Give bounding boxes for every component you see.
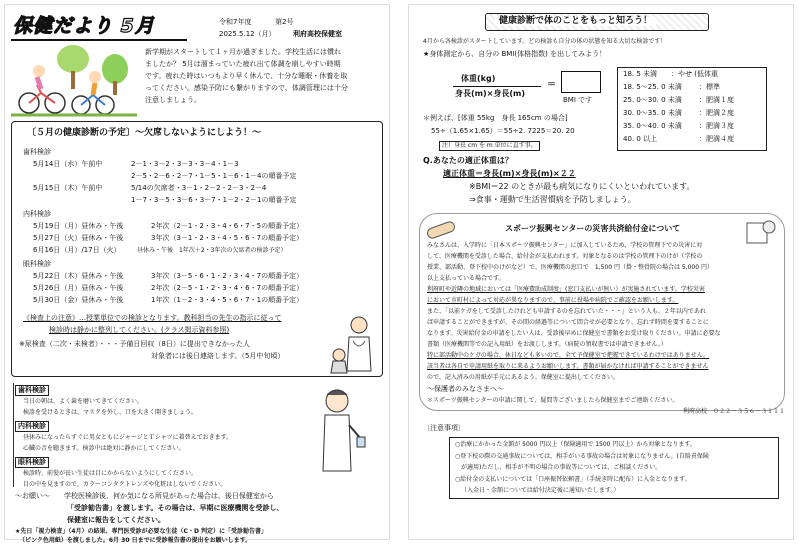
cycling-illustration	[11, 45, 137, 119]
schedule-heading: 〔５月の健康診断の予定〕～欠席しないようにしよう！～	[27, 128, 262, 138]
intro-line-1: 新学期がスタートして１ヶ月が過ぎました。学校生活には慣れ	[145, 48, 341, 56]
checklist-eye-item-1: 検診時、前髪が長い生徒は目にかからないようにしてください。	[23, 470, 198, 477]
medicine-icon	[743, 217, 777, 247]
dental-date-3: 5月15日（木）午前中	[33, 184, 103, 192]
bmi-range-6: 40. 0 以上	[623, 135, 658, 143]
checklist-dental-item-2: 検診を受けるときは、マスクを外し、口を大きく開きましょう。	[23, 409, 198, 416]
dental-detail-1: 2－1・3－2・3－3・3－4・1－3	[131, 160, 239, 168]
internal-detail-2: 3年次（3－1・2・3・4・5・6・7の順番予定）	[151, 234, 304, 242]
insurance-line-9: なります。災害給付金の申請をしたい人は、受診後早めに保健室で書類をお受け取りください。申請に必要な	[427, 330, 721, 337]
bmi-label-3: ：肥満１度	[699, 96, 734, 104]
insurance-line-3: 授業、部活動、登下校中のけがなど）で、医療機関の窓口で 1,500 円（掛・整骨院の場合は 5,000 円）	[427, 264, 713, 271]
dental-section-title: 歯科検診	[23, 148, 51, 156]
bmi-range-2: 18. 5～25. 0 未満	[623, 83, 682, 91]
eye-date-3: 5月30日（金）昼休み・午後	[33, 296, 124, 304]
bmi-answer-box	[561, 71, 601, 93]
eye-section-title: 眼科検診	[23, 260, 51, 268]
notes-heading: 〔注意事項〕	[423, 424, 465, 432]
request-line-3: 保健室に報告をしてください。	[67, 516, 165, 524]
insurance-line-7: また、「以前ケガをして受診したけれども申請するのを忘れていた・・・」という人も、２年以内であれ	[427, 308, 706, 315]
formula-numerator: 体重(kg)	[461, 74, 496, 83]
internal-detail-3: 昼休み・午後 1年次＋2・3年次の欠席者の検診予定）	[137, 247, 287, 254]
bandage-icon	[423, 217, 459, 243]
ideal-note: ※BMI＝22 のときが最も病気になりにくいといわれています。	[469, 182, 695, 191]
doctor-illustration	[323, 311, 379, 375]
insurance-line-10: 書類（医療機関等での記入用紙）をお渡しします。（病院の領収書では申請できません。）	[427, 341, 667, 348]
title-underline	[11, 39, 187, 41]
internal-date-3: 6月16日（月）/17日（火）	[33, 246, 121, 254]
request-line-2: 「受診勧告書」を渡します。その場合は、早期に医療機関を受診し、	[67, 504, 284, 512]
dental-detail-3: 5/14の欠席者・3－1・2－2・2－3・2－4	[131, 184, 267, 192]
intro-line-5: 注意しましょう。	[145, 96, 201, 104]
right-title: 健康診断で体のことをもっと知ろう！	[495, 17, 656, 26]
right-intro-2: ★身体測定から、自分の BMI(体格指数) を出してみよう！	[423, 50, 607, 58]
header-school: 利府高校保健室	[293, 30, 342, 38]
left-page	[4, 4, 390, 544]
right-intro-1: 4月から各検診がスタートしています。どの検診も自分の体の状態を知る大切な検診です！	[423, 38, 667, 45]
dental-detail-2: 2－5・2－6・2－7・1－5・1－6・1－4の順番予定	[131, 172, 297, 180]
ideal-advice: ⇒食事・運動で生活習慣病を予防しましょう。	[469, 195, 636, 204]
eye-detail-1: 3年次（3－5・6・1・2・3・4・7の順番予定）	[151, 272, 304, 280]
insurance-line-4: 以上支払っている場合です。	[427, 275, 505, 282]
checklist-internal-label: 内科検診	[15, 421, 49, 432]
dental-date-1: 5月14日（水）午前中	[33, 160, 103, 168]
bmi-range-1: 18. 5 未満	[623, 70, 658, 78]
internal-date-1: 5月19日（月）昼休み・午後	[33, 222, 124, 230]
insurance-line-1: みなさんは、入学時に「日本スポーツ振興センター」に加入しているため、学校の管理下での災害に対	[427, 242, 703, 249]
insurance-title: スポーツ振興センターの災害共済給付金について	[505, 224, 681, 233]
bmi-label-6: ：肥満４度	[699, 135, 734, 143]
urine-test-note: ※尿検査（二次・未検者）・・・予備日回収（8日）に提出できなかった人	[19, 340, 250, 348]
formula-bar	[453, 86, 541, 87]
checklist-dental-item-1: 当日の朝は、よく歯を磨いてきてください。	[23, 398, 144, 405]
note-item-3: が適用)ただし、相手が不明の場合の事故等については、ご相談ください。	[461, 464, 662, 471]
checklist-internal-item-1: 昼休みになったらすぐに男女ともにジャージとＴシャツに着替えておきます。	[23, 434, 233, 441]
checklist-eye-item-2: 目の中を見ますので、カラーコンタクトレンズや化粧はしないでください。	[23, 481, 227, 488]
vision-notice-1: ★先日「視力検査」（4月）の結果、専門医受診が必要な生徒（C・D 判定）に「受診勧告書」	[15, 528, 268, 535]
eye-detail-2: 2年次（2－5・1・2・3・4・6・7の順番予定）	[151, 284, 304, 292]
checklist-internal-item-2: 心臓の音を聴きます。検診中は絶対に静かにしてください。	[23, 445, 185, 452]
example-2: 55÷（1.65×1.65）＝55÷2. 7225＝20. 20	[431, 127, 575, 135]
right-page	[408, 4, 794, 540]
dental-detail-4: 1－7・3－5・3－6・3－7・1－2・2－1の順番予定	[131, 196, 297, 204]
formula-unit: BMI です	[563, 96, 593, 104]
intro-line-3: です。疲れた時はいつもより早く休んで、十分な睡眠・休養を取	[145, 72, 348, 80]
eye-detail-3: 1年次（1－2・3・4・5・6・7・1の順番予定）	[151, 296, 304, 304]
bmi-range-5: 35. 0～40. 0 未満	[623, 122, 682, 130]
newsletter-title: 保健だより 5月	[13, 15, 155, 37]
insurance-guardians: ～保護者のみなさまへ～	[427, 385, 504, 393]
insurance-line-13: ので、記入済みの用紙が手元にあるよう、保健室に提出してください。	[427, 374, 619, 381]
checklist-dental-label: 歯科検診	[15, 385, 49, 396]
bmi-label-4: ：肥満２度	[699, 109, 734, 117]
request-line-1: ～お願い～ 学校医検診後、何か気になる所見があった場合は、後日保健室から	[15, 492, 274, 500]
nurse-illustration	[305, 385, 367, 475]
eye-date-1: 5月22日（木）昼休み・午後	[33, 272, 124, 280]
note-item-4: ○給付金の支払いについては「口座振替依頼書」（手続き時に配布）に入金となります。	[455, 476, 691, 483]
ideal-formula: 適正体重＝身長(m)×身長(m)×２２	[443, 169, 576, 178]
bmi-label-1: ：やせ (低体重	[671, 70, 718, 78]
bmi-range-4: 30. 0～35. 0 未満	[623, 109, 682, 117]
insurance-line-12: 該当者は各自で申請用紙を取りに来るようお願いします。書類が届かなければ申請することができません	[427, 363, 709, 370]
bmi-range-3: 25. 0～30. 0 未満	[623, 96, 682, 104]
internal-date-2: 5月27日（火）昼休み・午後	[33, 234, 124, 242]
insurance-line-2: して、医療機関を受診した場合、給付金が支払われます。対象となるのは学校の管理下のけが（学校の	[427, 253, 703, 260]
example-1: ＊例えば、[体重 55kg 身長 165cm の場合]	[423, 114, 568, 122]
header-year: 令和7年度	[219, 18, 252, 26]
internal-detail-1: 2年次（2－1・2・3・4・6・7・5の順番予定）	[151, 222, 304, 230]
internal-section-title: 内科検診	[23, 210, 51, 218]
eye-date-2: 5月26日（月）昼休み・午後	[33, 284, 124, 292]
formula-denominator: 身長(m)×身長(m)	[455, 89, 525, 98]
checklist-eye-label: 眼科検診	[15, 457, 49, 468]
vision-notice-2: （ピンク色用紙）を渡しました。6月 30 日までに受診報告書の提出をお願いします。	[19, 537, 252, 544]
bmi-label-5: ：肥満３度	[699, 122, 734, 130]
note-item-5: （入金日・金額については給付決定後に通知いたします。）	[461, 487, 620, 494]
intro-line-4: ってください。感染予防にも繋がりますので、体調管理には十分	[145, 84, 348, 92]
exam-caution-2: 検診時は静かに整列してください。(クラス掲示資料参照)	[49, 326, 230, 334]
insurance-line-15: ＊スポーツ振興センターの申請に関して、疑問等ございましたら保健室までご連絡ください。	[427, 397, 679, 404]
formula-equals: ＝	[547, 80, 557, 90]
insurance-line-6: において市町村によって対応が異なりますので、事前に役場や病院でご確認をお願いします。	[427, 297, 679, 304]
insurance-line-5: 利府町や近隣の地域においては「医療費助成制度」(窓口支払いが無い）が実施されています。学校災害	[427, 286, 705, 293]
insurance-line-11: 特に部活動中のケガの場合、休日なども多いので、全て予保健室で把握できているわけではありません。	[427, 352, 710, 359]
example-note: 注）身長 cm を m 単位に直す事。	[439, 141, 540, 151]
bmi-label-2: ：標準	[699, 83, 720, 91]
intro-line-2: ましたか？ 5月は溜まっていた疲れ出て体調を崩しやすい時期	[145, 60, 341, 68]
urine-followup-note: 対象者には後日連絡します。（5月中旬頃）	[151, 352, 285, 360]
note-item-2: ○登下校の際の交通事故については、相手がいる事故の場合は対象になりません。(自賠責保険	[455, 453, 709, 460]
insurance-contact: 利府高校 ０２２－３５６－３１１１	[683, 408, 786, 415]
exam-caution-1: 《検査上の注意》…授業単位での検診となります。教科担当の先生の指示に従って	[23, 314, 282, 322]
note-item-1: ○治療にかかった金額が 5000 円以上（保険適用で 1500 円以上）から対象となります。	[455, 441, 696, 448]
header-issue: 第2号	[275, 18, 294, 26]
header-date: 2025.5.12（月）	[219, 30, 276, 38]
ideal-question: Q.あなたの適正体重は？	[423, 156, 513, 165]
insurance-line-8: ば申請することができますが、その間の経過等について問合せが必要となり、忘れず時間を要することに	[427, 319, 709, 326]
